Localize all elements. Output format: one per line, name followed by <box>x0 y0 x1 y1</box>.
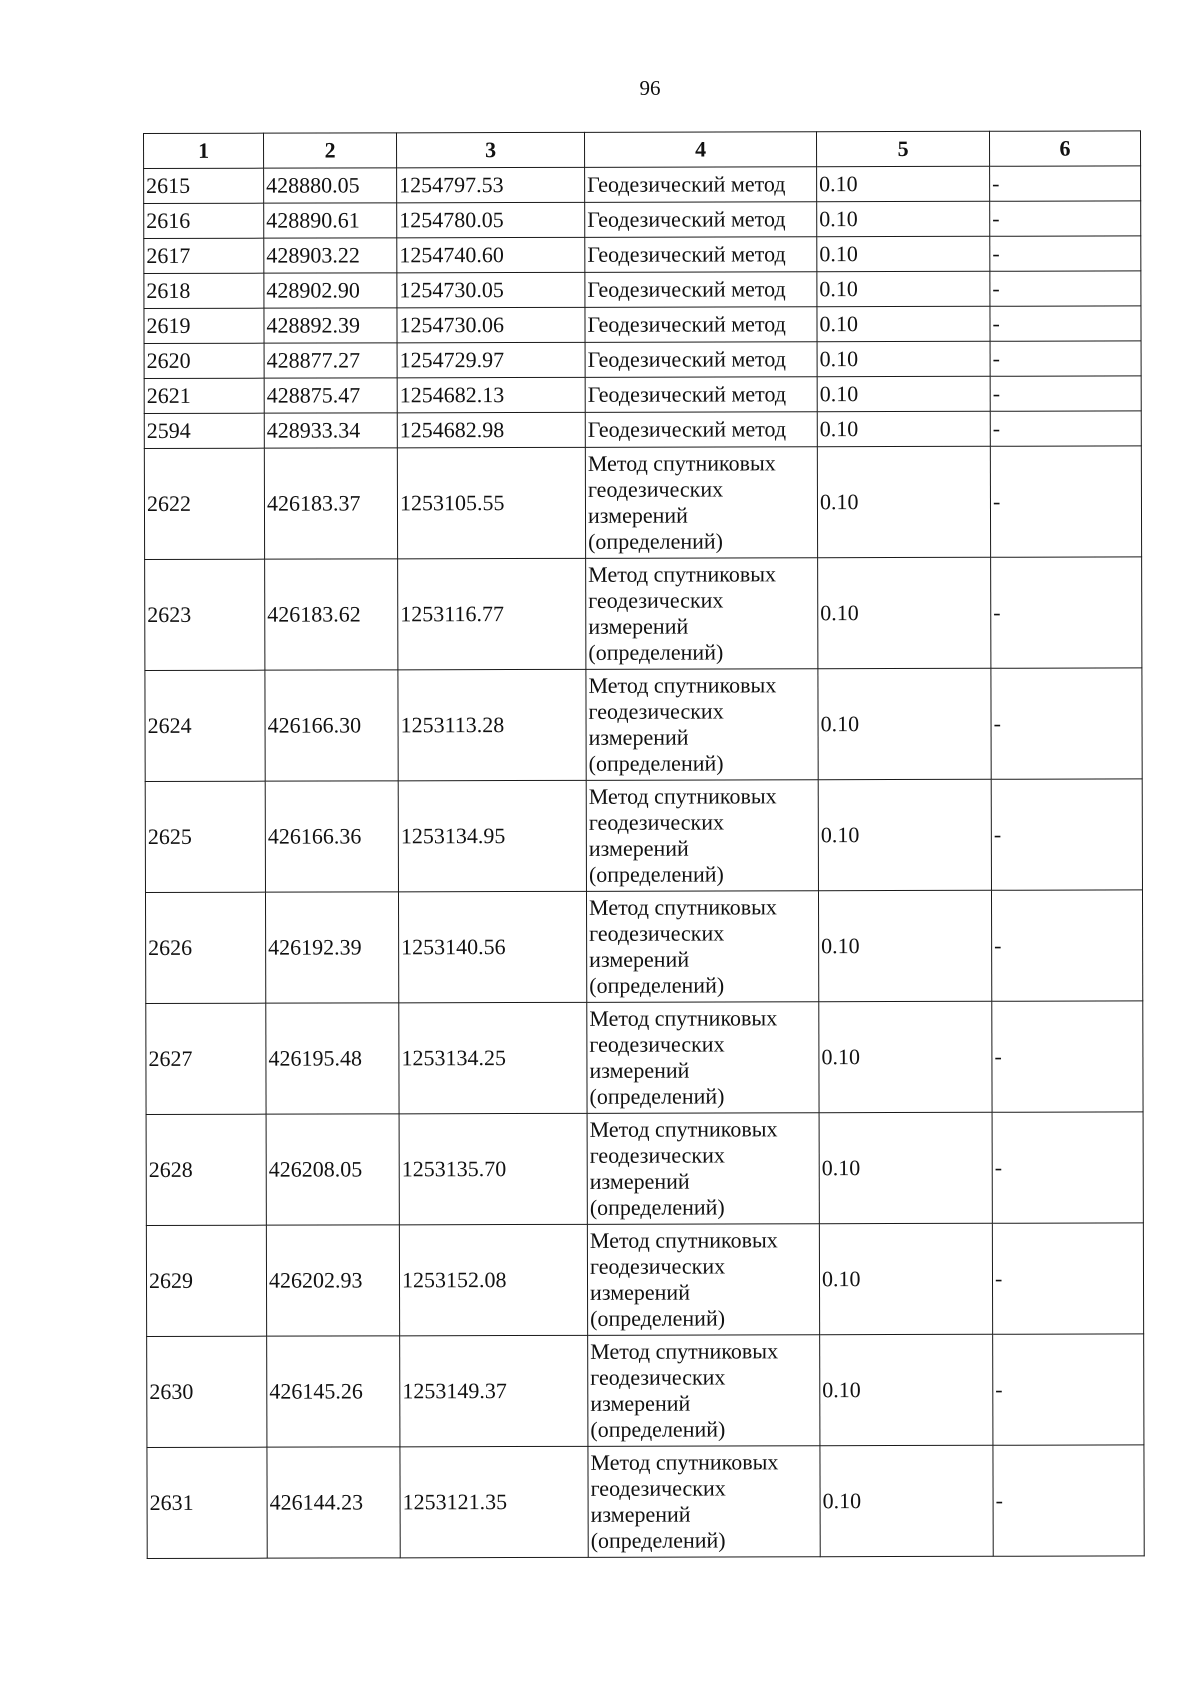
header-col-5: 5 <box>816 131 989 166</box>
note-cell: - <box>990 446 1141 557</box>
x-coordinate-cell: 426183.62 <box>265 559 398 670</box>
accuracy-cell: 0.10 <box>820 1445 993 1556</box>
y-coordinate-cell: 1254740.60 <box>397 237 585 272</box>
point-number-cell: 2629 <box>146 1225 266 1336</box>
y-coordinate-cell: 1254797.53 <box>397 167 585 202</box>
note-cell: - <box>993 1334 1144 1445</box>
x-coordinate-cell: 426195.48 <box>266 1003 399 1114</box>
x-coordinate-cell: 426192.39 <box>265 892 398 1003</box>
accuracy-cell: 0.10 <box>817 166 990 201</box>
page-number: 96 <box>639 76 661 100</box>
y-coordinate-cell: 1253140.56 <box>398 891 586 1002</box>
point-number-cell: 2615 <box>144 168 264 203</box>
note-cell: - <box>990 306 1141 341</box>
method-cell: Метод спутниковых геодезических измерений (определений) <box>587 1224 819 1336</box>
point-number-cell: 2623 <box>145 559 265 670</box>
accuracy-cell: 0.10 <box>818 890 991 1001</box>
note-cell: - <box>991 557 1142 668</box>
method-cell: Метод спутниковых геодезических измерений (определений) <box>586 780 818 892</box>
point-number-cell: 2621 <box>144 378 264 413</box>
point-number-cell: 2616 <box>144 203 264 238</box>
note-cell: - <box>990 166 1141 201</box>
accuracy-cell: 0.10 <box>819 1001 992 1112</box>
header-col-4: 4 <box>584 132 816 168</box>
method-cell: Геодезический метод <box>585 377 817 413</box>
y-coordinate-cell: 1253149.37 <box>400 1335 588 1446</box>
note-cell: - <box>992 1112 1143 1223</box>
y-coordinate-cell: 1253121.35 <box>400 1446 588 1557</box>
accuracy-cell: 0.10 <box>818 779 991 890</box>
point-number-cell: 2628 <box>146 1114 266 1225</box>
y-coordinate-cell: 1254729.97 <box>397 342 585 377</box>
table-row <box>144 236 1141 274</box>
y-coordinate-cell: 1254780.05 <box>397 202 585 237</box>
note-cell: - <box>991 779 1142 890</box>
y-coordinate-cell: 1254730.06 <box>397 307 585 342</box>
method-cell: Метод спутниковых геодезических измерений (определений) <box>588 1446 820 1558</box>
coordinates-table <box>143 130 1145 1559</box>
y-coordinate-cell: 1253134.25 <box>399 1002 587 1113</box>
point-number-cell: 2618 <box>144 273 264 308</box>
accuracy-cell: 0.10 <box>817 306 990 341</box>
table-row <box>144 411 1141 449</box>
table-row <box>144 446 1141 560</box>
table-row <box>145 779 1142 893</box>
x-coordinate-cell: 428903.22 <box>264 238 397 273</box>
table-row <box>144 376 1141 414</box>
method-cell: Геодезический метод <box>585 202 817 238</box>
method-cell: Метод спутниковых геодезических измерений (определений) <box>586 891 818 1003</box>
y-coordinate-cell: 1253105.55 <box>397 447 585 558</box>
y-coordinate-cell: 1253152.08 <box>399 1224 587 1335</box>
point-number-cell: 2619 <box>144 308 264 343</box>
x-coordinate-cell: 426166.36 <box>265 781 398 892</box>
note-cell: - <box>991 890 1142 1001</box>
method-cell: Метод спутниковых геодезических измерений (определений) <box>588 1335 820 1447</box>
table-row <box>144 306 1141 344</box>
method-cell: Геодезический метод <box>585 237 817 273</box>
x-coordinate-cell: 426183.37 <box>264 448 397 559</box>
header-col-6: 6 <box>989 131 1140 166</box>
note-cell: - <box>993 1445 1144 1556</box>
method-cell: Геодезический метод <box>585 307 817 343</box>
accuracy-cell: 0.10 <box>819 1112 992 1223</box>
accuracy-cell: 0.10 <box>818 668 991 779</box>
accuracy-cell: 0.10 <box>819 1223 992 1334</box>
table-row <box>144 166 1141 204</box>
header-col-2: 2 <box>264 133 397 168</box>
method-cell: Метод спутниковых геодезических измерений (определений) <box>585 447 817 559</box>
x-coordinate-cell: 428902.90 <box>264 273 397 308</box>
note-cell: - <box>990 236 1141 271</box>
accuracy-cell: 0.10 <box>817 376 990 411</box>
table-row <box>146 1112 1143 1226</box>
table-row <box>144 201 1141 239</box>
x-coordinate-cell: 428892.39 <box>264 308 397 343</box>
accuracy-cell: 0.10 <box>817 411 990 446</box>
accuracy-cell: 0.10 <box>817 341 990 376</box>
point-number-cell: 2627 <box>146 1003 266 1114</box>
x-coordinate-cell: 428875.47 <box>264 378 397 413</box>
method-cell: Геодезический метод <box>585 167 817 203</box>
note-cell: - <box>992 1223 1143 1334</box>
x-coordinate-cell: 426145.26 <box>267 1336 400 1447</box>
note-cell: - <box>990 201 1141 236</box>
table-row <box>144 341 1141 379</box>
header-col-3: 3 <box>397 132 585 167</box>
note-cell: - <box>990 411 1141 446</box>
accuracy-cell: 0.10 <box>817 271 990 306</box>
x-coordinate-cell: 426166.30 <box>265 670 398 781</box>
note-cell: - <box>990 271 1141 306</box>
table-body <box>144 166 1145 1559</box>
method-cell: Метод спутниковых геодезических измерений (определений) <box>586 669 818 781</box>
point-number-cell: 2620 <box>144 343 264 378</box>
method-cell: Метод спутниковых геодезических измерений (определений) <box>587 1002 819 1114</box>
x-coordinate-cell: 428933.34 <box>264 413 397 448</box>
table-row <box>147 1445 1144 1559</box>
table-row <box>145 890 1142 1004</box>
header-row <box>144 131 1141 169</box>
y-coordinate-cell: 1254682.98 <box>397 412 585 447</box>
point-number-cell: 2631 <box>147 1447 267 1558</box>
point-number-cell: 2630 <box>147 1336 267 1447</box>
x-coordinate-cell: 426202.93 <box>266 1225 399 1336</box>
accuracy-cell: 0.10 <box>817 446 990 557</box>
table-row <box>144 271 1141 309</box>
note-cell: - <box>991 668 1142 779</box>
method-cell: Геодезический метод <box>585 342 817 378</box>
table-row <box>146 1223 1143 1337</box>
method-cell: Метод спутниковых геодезических измерений (определений) <box>587 1113 819 1225</box>
table-row <box>145 557 1142 671</box>
y-coordinate-cell: 1253135.70 <box>399 1113 587 1224</box>
y-coordinate-cell: 1253134.95 <box>398 780 586 891</box>
note-cell: - <box>990 376 1141 411</box>
accuracy-cell: 0.10 <box>820 1334 993 1445</box>
x-coordinate-cell: 426208.05 <box>266 1114 399 1225</box>
y-coordinate-cell: 1254682.13 <box>397 377 585 412</box>
method-cell: Метод спутниковых геодезических измерений (определений) <box>586 558 818 670</box>
header-col-1: 1 <box>144 133 264 168</box>
accuracy-cell: 0.10 <box>818 557 991 668</box>
point-number-cell: 2594 <box>144 413 264 448</box>
x-coordinate-cell: 428877.27 <box>264 343 397 378</box>
x-coordinate-cell: 428890.61 <box>264 203 397 238</box>
note-cell: - <box>990 341 1141 376</box>
accuracy-cell: 0.10 <box>817 236 990 271</box>
point-number-cell: 2625 <box>145 781 265 892</box>
point-number-cell: 2617 <box>144 238 264 273</box>
table-row <box>147 1334 1144 1448</box>
table-row <box>146 1001 1143 1115</box>
y-coordinate-cell: 1253113.28 <box>398 669 586 780</box>
y-coordinate-cell: 1253116.77 <box>398 558 586 669</box>
accuracy-cell: 0.10 <box>817 201 990 236</box>
x-coordinate-cell: 426144.23 <box>267 1447 400 1558</box>
point-number-cell: 2622 <box>144 448 264 559</box>
y-coordinate-cell: 1254730.05 <box>397 272 585 307</box>
table-header <box>144 131 1141 169</box>
x-coordinate-cell: 428880.05 <box>264 168 397 203</box>
method-cell: Геодезический метод <box>585 272 817 308</box>
point-number-cell: 2626 <box>145 892 265 1003</box>
point-number-cell: 2624 <box>145 670 265 781</box>
table-row <box>145 668 1142 782</box>
note-cell: - <box>992 1001 1143 1112</box>
method-cell: Геодезический метод <box>585 412 817 448</box>
